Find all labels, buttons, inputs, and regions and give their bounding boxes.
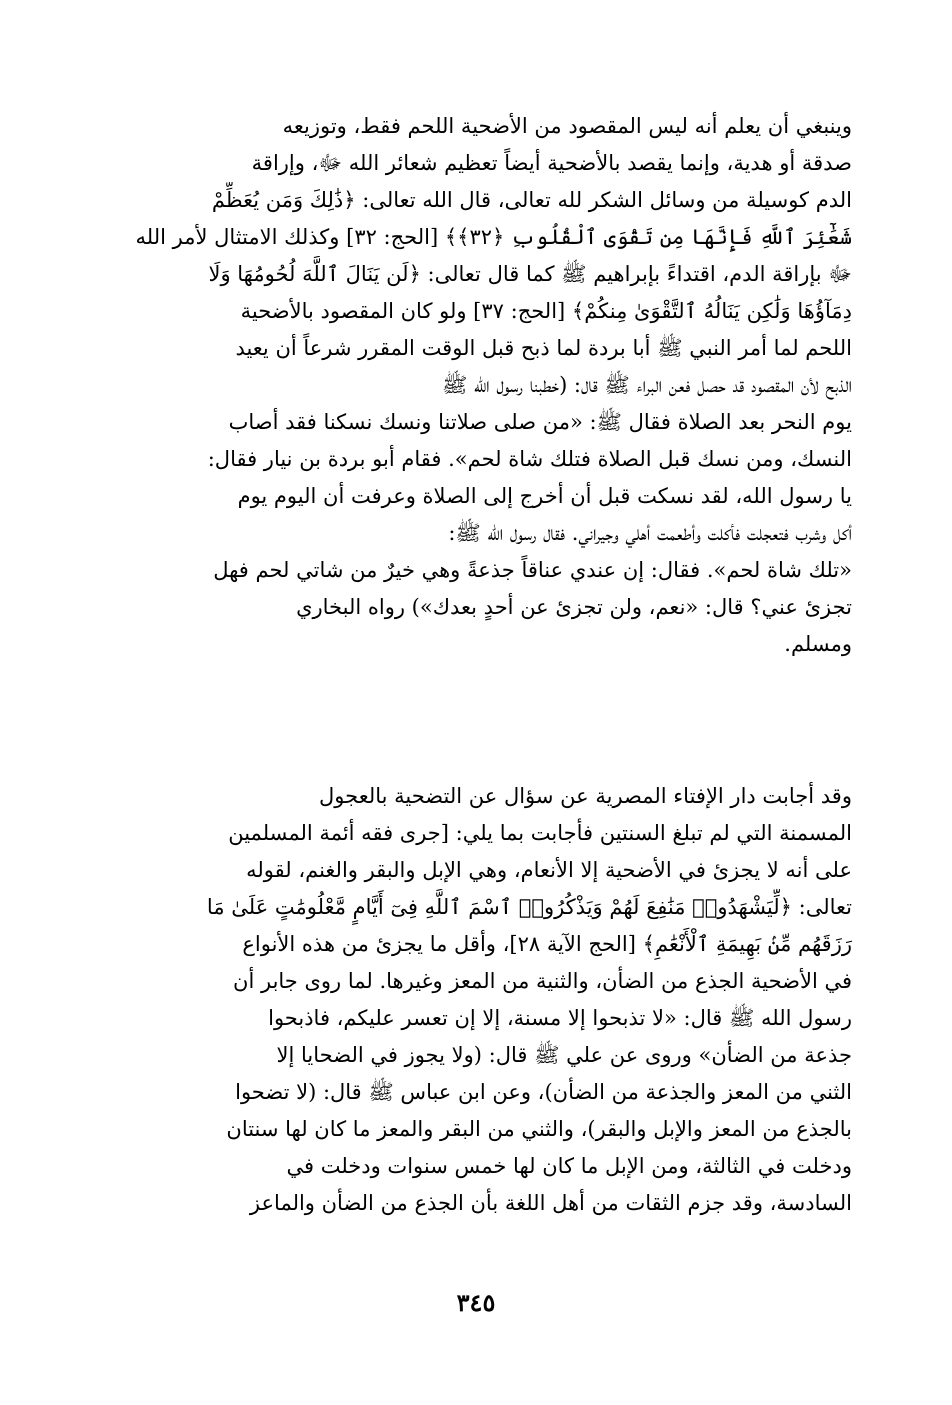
text-line: بالجذع من المعز والإبل والبقر)، والثني من البقر والمعز ما كان لها سنتان (226, 1117, 852, 1141)
paragraph-2 (100, 778, 852, 1222)
text-line: السادسة، وقد جزم الثقات من أهل اللغة بأن الجذع من الضأن والماعز (249, 1191, 852, 1215)
page-number: ٣٤٥ (456, 1288, 496, 1317)
text-line: ودخلت في الثالثة، ومن الإبل ما كان لها خمس سنوات ودخلت في (286, 1154, 852, 1178)
text-line: دِمَآؤُهَا وَلَٰكِن يَنَالُهُ ٱلتَّقْوَىٰ مِنكُمْ﴾ [الحج: ٣٧] ولو كان المقصود بالأضحية (240, 299, 852, 323)
paragraph-1 (100, 108, 852, 663)
text-line: يوم النحر بعد الصلاة فقال ﷺ: «من صلى صلاتنا ونسك نسكنا فقد أصاب (228, 410, 852, 434)
text-line: الدم كوسيلة من وسائل الشكر لله تعالى، قال الله تعالى: ﴿ذَٰلِكَ وَمَن يُعَظِّمْ (211, 188, 852, 212)
text-line: اللحم لما أمر النبي ﷺ أبا بردة لما ذبح قبل الوقت المقرر شرعاً أن يعيد (235, 336, 852, 360)
text-line: تعالى: ﴿لِّيَشْهَدُوا۟ مَنَٰفِعَ لَهُمْ وَيَذْكُرُوا۟ ٱسْمَ ٱللَّهِ فِىٓ أَيَّامٍ مَّعْلُومَٰتٍ عَلَىٰ مَا (206, 895, 852, 919)
text-line: وينبغي أن يعلم أنه ليس المقصود من الأضحية اللحم فقط، وتوزيعه (282, 114, 852, 138)
text-line: على أنه لا يجزئ في الأضحية إلا الأنعام، وهي الإبل والبقر والغنم، لقوله (246, 858, 852, 882)
text-line: النسك، ومن نسك قبل الصلاة فتلك شاة لحم». فقام أبو بردة بن نيار فقال: (207, 447, 852, 471)
text-line: رَزَقَهُم مِّنۢ بَهِيمَةِ ٱلْأَنْعَٰمِ﴾ [الحج الآية ٢٨]، وأقل ما يجزئ من هذه الأنواع (242, 932, 852, 956)
text-line: المسمنة التي لم تبلغ السنتين فأجابت بما يلي: [جرى فقه أئمة المسلمين (228, 821, 852, 845)
text-line: يا رسول الله، لقد نسكت قبل أن أخرج إلى الصلاة وعرفت أن اليوم يوم (237, 484, 852, 508)
text-line: صدقة أو هدية، وإنما يقصد بالأضحية أيضاً تعظيم شعائر الله ﷻ، وإراقة (251, 151, 852, 175)
text-line: ومسلم. (784, 632, 852, 656)
text-line: تجزئ عني؟ قال: «نعم، ولن تجزئ عن أحدٍ بعدك») رواه البخاري (296, 595, 852, 619)
text-line: في الأضحية الجذع من الضأن، والثنية من المعز وغيرها. لما روى جابر أن (233, 969, 852, 993)
text-line: «تلك شاة لحم». فقال: إن عندي عناقاً جذعةً وهي خيرٌ من شاتي لحم فهل (213, 558, 852, 582)
text-line: وقد أجابت دار الإفتاء المصرية عن سؤال عن التضحية بالعجول (319, 784, 852, 808)
text-line: الذبح لأن المقصود قد حصل فعن البراء ﷺ قال: (خطبنا رسول الله ﷺ (441, 373, 852, 397)
text-line: جذعة من الضأن» وروى عن علي ﷺ قال: (ولا يجوز في الضحايا إلا (276, 1043, 852, 1067)
text-line: ﷻ بإراقة الدم، اقتداءً بإبراهيم ﷺ كما قال تعالى: ﴿لَن يَنَالَ ٱللَّهَ لُحُومُهَا وَلَا (208, 262, 852, 286)
text-line: شَعَٰٓئِرَ ٱللَّهِ فَإِنَّهَا مِن تَقْوَى ٱلْقُلُوبِ ﴿٣٢﴾﴾ [الحج: ٣٢] وكذلك الامتثال لأمر الله (135, 225, 852, 249)
text-line: الثني من المعز والجذعة من الضأن)، وعن ابن عباس ﷺ قال: (لا تضحوا (235, 1080, 852, 1104)
text-line: رسول الله ﷺ قال: «لا تذبحوا إلا مسنة، إلا إن تعسر عليكم، فاذبحوا (268, 1006, 852, 1030)
text-line: أكل وشرب فتعجلت فأكلت وأطعمت أهلي وجيراني. فقال رسول الله ﷺ: (448, 521, 852, 545)
